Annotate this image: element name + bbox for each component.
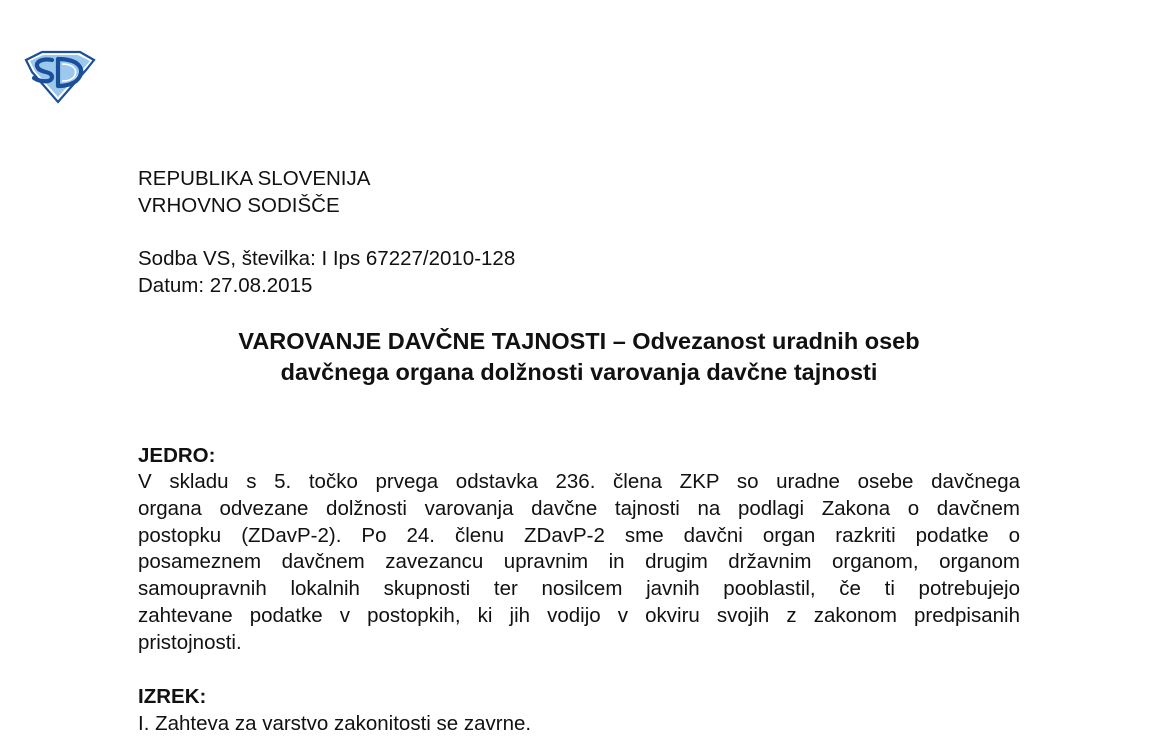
court-name: VRHOVNO SODIŠČE bbox=[138, 194, 340, 217]
jedro-heading: JEDRO: bbox=[138, 444, 216, 467]
jedro-paragraph bbox=[138, 469, 1020, 657]
case-number: Sodba VS, številka: I Ips 67227/2010-128 bbox=[138, 247, 516, 270]
republic-name: REPUBLIKA SLOVENIJA bbox=[138, 167, 371, 190]
jedro-line: postopku (ZDavP-2). Po 24. členu ZDavP-2 sme davčni organ razkriti podatke o bbox=[138, 523, 1020, 547]
jedro-line: organa odvezane dolžnosti varovanja davčne tajnosti na podlagi Zakona o davčnem bbox=[138, 496, 1020, 520]
title-line-2: davčnega organa dolžnosti varovanja davčne tajnosti bbox=[280, 359, 878, 385]
document-title bbox=[138, 326, 1020, 388]
title-line-1: VAROVANJE DAVČNE TAJNOSTI – Odvezanost uradnih oseb bbox=[238, 328, 920, 354]
jedro-line: V skladu s 5. točko prvega odstavka 236. člena ZKP so uradne osebe davčnega bbox=[138, 470, 1020, 493]
court-logo-icon bbox=[22, 48, 96, 104]
jedro-line: zahtevane podatke v postopkih, ki jih vodijo v okviru svojih z zakonom predpisanih bbox=[138, 603, 1020, 627]
jedro-line: pristojnosti. bbox=[138, 630, 242, 654]
jedro-line: posameznem davčnem zavezancu upravnim in drugim državnim organom, organom bbox=[138, 550, 1020, 574]
decision-date: Datum: 27.08.2015 bbox=[138, 274, 313, 297]
izrek-heading: IZREK: bbox=[138, 685, 207, 708]
izrek-line-1: I. Zahteva za varstvo zakonitosti se zavrne. bbox=[138, 712, 532, 735]
jedro-line: samoupravnih lokalnih skupnosti ter nosilcem javnih pooblastil, če ti potrebujejo bbox=[138, 577, 1020, 601]
